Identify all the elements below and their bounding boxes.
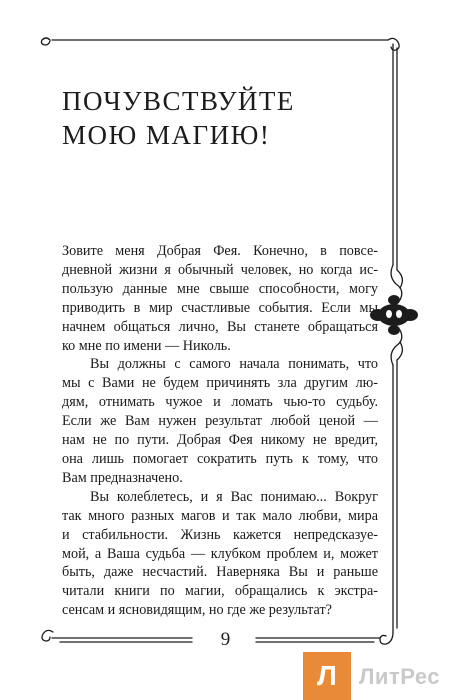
publisher-logo[interactable]	[303, 652, 443, 700]
paragraph-1	[62, 242, 378, 355]
text-line: мы с Вами не будем причинять зла другим лю-	[62, 375, 378, 392]
text-line: Зовите меня Добрая Фея. Конечно, в повсе-	[62, 243, 378, 259]
text-line: Вам предназначено.	[62, 469, 183, 486]
text-line: начнем общаться лично, Вы станете обращаться	[62, 318, 378, 335]
paragraph-2	[62, 355, 378, 487]
chapter-title-line-1: ПОЧУВСТВУЙТЕ	[62, 86, 295, 116]
text-line: и стабильности. Жизнь кажется непредсказуе-	[62, 526, 378, 543]
text-line: Вы колеблетесь, и я Вас понимаю... Вокруг	[90, 488, 378, 505]
publisher-logo-icon: Л	[303, 652, 351, 700]
chapter-title-line-2: МОЮ МАГИЮ!	[62, 120, 271, 150]
text-line: Если же Вам нужен результат любой ценой —	[62, 413, 378, 430]
text-line: Вы должны с самого начала понимать, что	[90, 356, 378, 373]
page-number: 9	[220, 629, 231, 650]
text-line: нам не по пути. Добрая Фея никому не вредит,	[62, 432, 378, 449]
text-line: дям, отнимать чужое и ломать чью-то судьбу.	[62, 394, 378, 411]
text-line: пользую данные мне свыше способности, могу	[62, 280, 378, 297]
chapter-title	[62, 84, 382, 152]
text-line: мой, а Ваша судьба — клубком проблем и, может	[62, 545, 378, 562]
paragraph-3	[62, 488, 378, 620]
body-text	[62, 242, 378, 620]
text-line: приводить в мир счастливые события. Если мы	[62, 299, 378, 316]
text-line: ко мне по имени — Николь.	[62, 337, 231, 354]
publisher-logo-text: ЛитРес	[359, 664, 441, 689]
text-line: дневной жизни я обычный человек, но когда ис-	[62, 261, 378, 278]
text-line: сенсам и ясновидящим, но где же результат?	[62, 602, 332, 619]
text-line: быть, даже несчастий. Наверняка Вы и раньше	[62, 564, 378, 581]
text-line: она лишь помогает сократить путь к тому, что	[62, 450, 378, 467]
text-line: так много разных магов и так мало любви, мира	[62, 507, 378, 524]
text-line: читали книги по магии, обращались к экстра-	[62, 583, 378, 600]
